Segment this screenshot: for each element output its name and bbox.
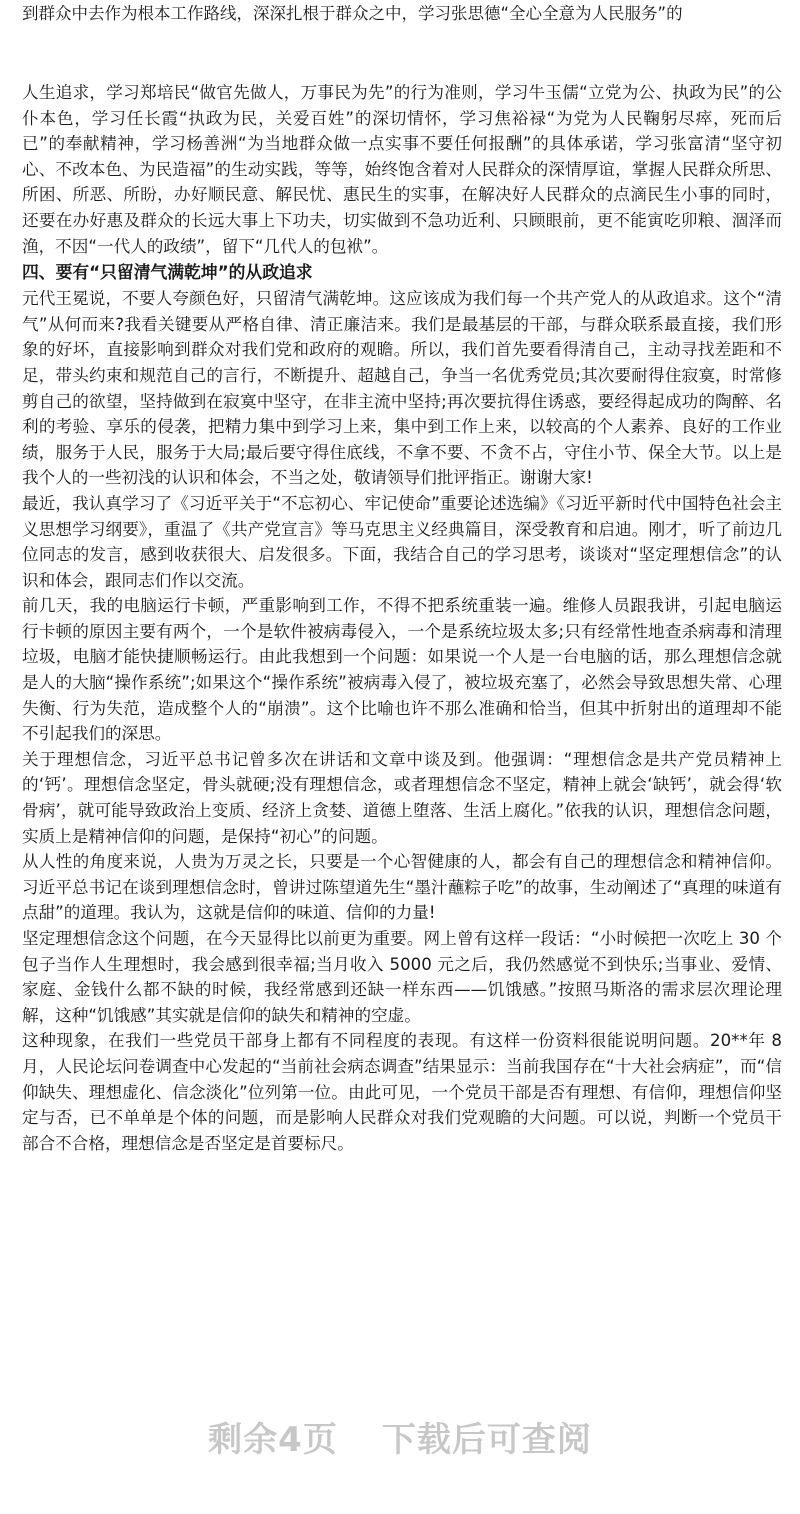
paragraph-hunger-feeling: 坚定理想信念这个问题，在今天显得比以前更为重要。网上曾有这样一段话：“小时候把一次吃上 30 个包子当作人生理想时，我会感到很幸福;当月收入 5000 元之后，我仍然感觉不到快乐;当事业、爱情、家庭、金钱什么都不缺的时候，我经常感到还缺一样东西——饥饿感。”按照马斯洛的需求层次理论理解，这种“饥饿感”其实就是信仰的缺失和精神的空虚。 <box>22 929 782 1025</box>
paragraph-human-nature: 从人性的角度来说，人贵为万灵之长，只要是一个心智健康的人，都会有自己的理想信念和精神信仰。习近平总书记在谈到理想信念时，曾讲过陈望道先生“墨汁蘸粽子吃”的故事，生动阐述了“真理的味道有点甜”的道理。我认为，这就是信仰的味道、信仰的力量! <box>22 852 782 923</box>
remaining-pages-text: 剩余4页 <box>208 1420 338 1460</box>
remaining-pages-banner[interactable] <box>0 1412 800 1461</box>
section-heading: 四、要有“只留清气满乾坤”的从政追求 <box>22 262 313 283</box>
paragraph-ideals-calcium: 关于理想信念，习近平总书记曾多次在讲话和文章中谈及到。他强调：“理想信念是共产党员精神上的‘钙’。理想信念坚定，骨头就硬;没有理想信念，或者理想信念不坚定，精神上就会‘缺钙’，就会得‘软骨病’，就可能导致政治上变质、经济上贪婪、道德上堕落、生活上腐化。”依我的认识，理想信念问题，实质上是精神信仰的问题，是保持“初心”的问题。 <box>22 749 782 846</box>
top-continuation-line: 到群众中去作为根本工作路线，深深扎根于群众之中，学习张思德“全心全意为人民服务”的 <box>22 4 683 23</box>
document-body <box>22 80 782 1156</box>
paragraph-survey: 这种现象，在我们一些党员干部身上都有不同程度的表现。有这样一份资料很能说明问题。20**年 8 月，人民论坛问卷调查中心发起的“当前社会病态调查”结果显示：当前我国存在“十大社会病症”，而“信仰缺失、理想虚化、信念淡化”位列第一位。由此可见，一个党员干部是否有理想、有信仰，理想信仰坚定与否，已不单单是个体的问题，而是影响人民群众对我们党观瞻的大问题。可以说，判断一个党员干部合不合格，理想信念是否坚定是首要标尺。 <box>22 1031 782 1153</box>
paragraph-clean-governance: 元代王冕说，不要人夸颜色好，只留清气满乾坤。这应该成为我们每一个共产党人的从政追求。这个“清气”从何而来?我看关键要从严格自律、清正廉洁来。我们是最基层的干部，与群众联系最直接，我们形象的好坏，直接影响到群众对我们党和政府的观瞻。所以，我们首先要看得清自己，主动寻找差距和不足，带头约束和规范自己的言行，不断提升、超越自己，争当一名优秀党员;其次要耐得住寂寞，时常修剪自己的欲望，坚持做到在寂寞中坚守，在非主流中坚持;再次要抗得住诱惑，要经得起成功的陶醉、名利的考验、享乐的侵袭，把精力集中到学习上来，集中到工作上来，以较高的个人素养、良好的工作业绩，服务于人民，服务于大局;最后要守得住底线，不拿不要、不贪不占，守住小节、保全大节。以上是我个人的一些初浅的认识和体会，不当之处，敬请领导们批评指正。谢谢大家! <box>22 289 782 488</box>
paragraph-role-models: 人生追求，学习郑培民“做官先做人，万事民为先”的行为准则，学习牛玉儒“立党为公、执政为民”的公仆本色，学习任长霞“执政为民，关爱百姓”的深切情怀，学习焦裕禄“为党为人民鞠躬尽瘁，死而后已”的奉献精神，学习杨善洲“为当地群众做一点实事不要任何报酬”的具体承诺，学习张富清“坚守初心、不改本色、为民造福”的生动实践，等等，始终饱含着对人民群众的深情厚谊，掌握人民群众所思、所困、所恶、所盼，办好顺民意、解民忧、惠民生的实事，在解决好人民群众的点滴民生小事的同时，还要在办好惠及群众的长远大事上下功夫，切实做到不急功近利、只顾眼前，更不能寅吃卯粮、涸泽而渔，不因“一代人的政绩”，留下“几代人的包袱”。 <box>22 83 782 256</box>
download-hint-text: 下载后可查阅 <box>381 1420 592 1460</box>
paragraph-recent-study: 最近，我认真学习了《习近平关于“不忘初心、牢记使命”重要论述选编》《习近平新时代中国特色社会主义思想学习纲要》，重温了《共产党宣言》等马克思主义经典篇目，深受教育和启迪。刚才，听了前边几位同志的发言，感到收获很大、启发很多。下面，我结合自己的学习思考，谈谈对“坚定理想信念”的认识和体会，跟同志们作以交流。 <box>22 493 782 590</box>
paragraph-computer-metaphor: 前几天，我的电脑运行卡顿，严重影响到工作，不得不把系统重装一遍。维修人员跟我讲，引起电脑运行卡顿的原因主要有两个，一个是软件被病毒侵入，一个是系统垃圾太多;只有经常性地查杀病毒和清理垃圾，电脑才能快捷顺畅运行。由此我想到一个问题：如果说一个人是一台电脑的话，那么理想信念就是人的大脑“操作系统”;如果这个“操作系统”被病毒入侵了，被垃圾充塞了，必然会导致思想失常、心理失衡、行为失范，造成整个人的“崩溃”。这个比喻也许不那么准确和恰当，但其中折射出的道理却不能不引起我们的深思。 <box>22 596 782 744</box>
